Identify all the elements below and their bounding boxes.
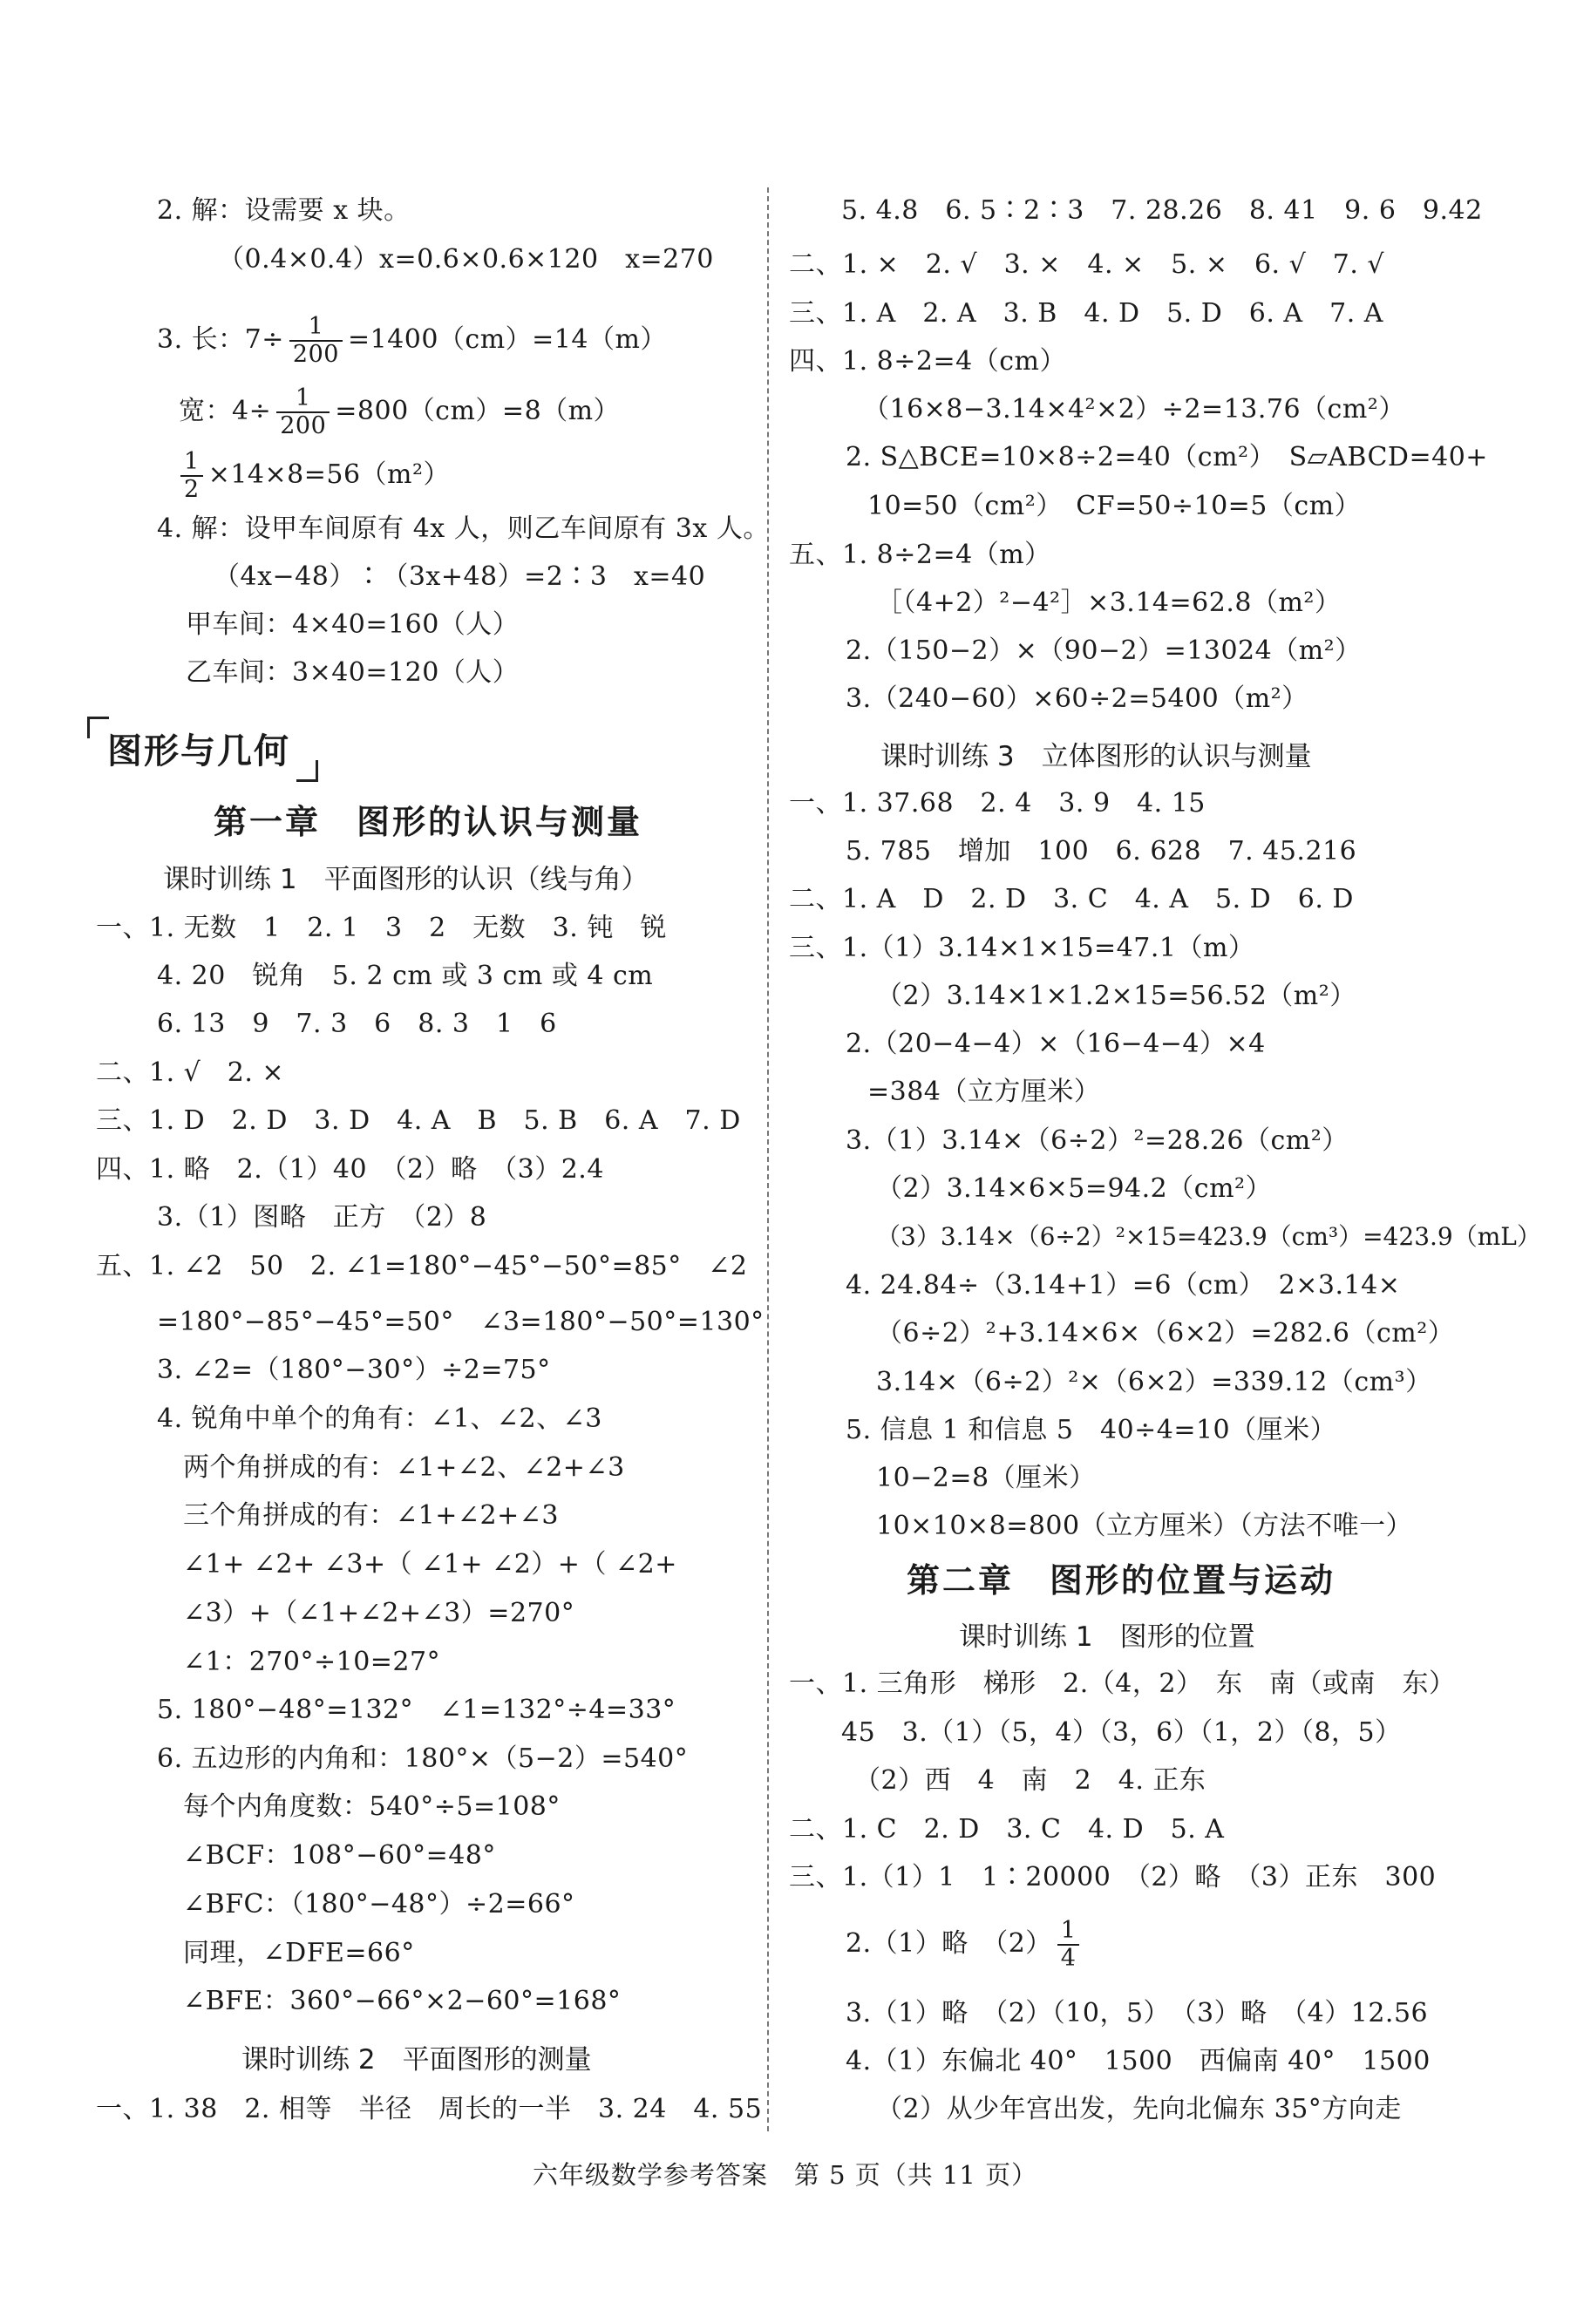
answer-line: 2. S△BCE=10×8÷2=40（cm²） S▱ABCD=40+ bbox=[846, 442, 1488, 472]
answer-line: 10=50（cm²） CF=50÷10=5（cm） bbox=[867, 491, 1362, 521]
answer-line: 3. 长：7÷ $\frac{1}{200}$ =1400（cm）=14（m） bbox=[157, 313, 667, 368]
answer-line: ∠BCF：108°−60°=48° bbox=[183, 1840, 496, 1871]
answer-line: 3.14×（6÷2）²×（6×2）=339.12（cm³） bbox=[876, 1367, 1432, 1397]
fraction: $\frac{1}{4}$ bbox=[1057, 1918, 1080, 1972]
answer-line: 五、1. ∠2 50 2. ∠1=180°−45°−50°=85° ∠2 bbox=[96, 1251, 748, 1281]
answer-line: 3. ∠2=（180°−30°）÷2=75° bbox=[157, 1355, 551, 1385]
answer-line: 4. 24.84÷（3.14+1）=6（cm） 2×3.14× bbox=[846, 1270, 1401, 1301]
answer-line: 一、1. 38 2. 相等 半径 周长的一半 3. 24 4. 55 bbox=[96, 2094, 763, 2124]
answer-line: 2. 解：设需要 x 块。 bbox=[157, 195, 411, 226]
page-footer: 六年级数学参考答案 第 5 页（共 11 页） bbox=[532, 2160, 1038, 2190]
answer-line: 四、1. 8÷2=4（cm） bbox=[789, 346, 1066, 377]
answer-line: ∠3）+（∠1+∠2+∠3）=270° bbox=[183, 1598, 575, 1628]
answer-line: 二、1. C 2. D 3. C 4. D 5. A bbox=[789, 1814, 1225, 1845]
answer-line: 2.（1）略 （2） $\frac{1}{4}$ bbox=[846, 1913, 1084, 1974]
answer-line: 6. 13 9 7. 3 6 8. 3 1 6 bbox=[157, 1009, 557, 1039]
answer-line: 每个内角度数：540°÷5=108° bbox=[183, 1791, 561, 1822]
answer-line: 三、1. A 2. A 3. B 4. D 5. D 6. A 7. A bbox=[789, 298, 1383, 329]
answer-line: （2）3.14×6×5=94.2（cm²） bbox=[876, 1173, 1273, 1204]
answer-line: 4. 锐角中单个的角有：∠1、∠2、∠3 bbox=[157, 1403, 602, 1434]
section-title: 图形与几何 bbox=[107, 731, 290, 771]
answer-line: ［（4+2）²−4²］×3.14=62.8（m²） bbox=[876, 588, 1342, 618]
answer-line: 5. 4.8 6. 5∶2∶3 7. 28.26 8. 41 9. 6 9.42 bbox=[841, 195, 1483, 226]
answer-line: 宽：4÷ $\frac{1}{200}$ =800（cm）=8（m） bbox=[179, 384, 621, 439]
column-divider bbox=[767, 187, 769, 2131]
answer-line: （3）3.14×（6÷2）²×15=423.9（cm³）=423.9（mL） bbox=[876, 1222, 1541, 1251]
answer-line: 二、1. √ 2. × bbox=[96, 1057, 285, 1088]
answer-line: 二、1. × 2. √ 3. × 4. × 5. × 6. √ 7. √ bbox=[789, 249, 1385, 280]
answer-line: 10×10×8=800（立方厘米）（方法不唯一） bbox=[876, 1511, 1413, 1541]
answer-line: 3.（240−60）×60÷2=5400（m²） bbox=[846, 683, 1308, 714]
section-bracket-top bbox=[87, 717, 109, 738]
answer-line: =180°−85°−45°=50° ∠3=180°−50°=130° bbox=[157, 1307, 765, 1337]
answer-line: （2）西 4 南 2 4. 正东 bbox=[854, 1765, 1206, 1796]
answer-line: 三、1.（1）1 1∶20000 （2）略 （3）正东 300 bbox=[789, 1862, 1437, 1892]
answer-line: 45 3.（1）（5，4）（3，6）（1，2）（8，5） bbox=[841, 1717, 1402, 1748]
fraction: $\frac{1}{200}$ bbox=[289, 314, 343, 368]
answer-line: 二、1. A D 2. D 3. C 4. A 5. D 6. D bbox=[789, 884, 1354, 914]
answer-line: 两个角拼成的有：∠1+∠2、∠2+∠3 bbox=[183, 1452, 625, 1483]
answer-line: 2.（20−4−4）×（16−4−4）×4 bbox=[846, 1029, 1266, 1059]
lesson-title: 课时训练 1 图形的位置 bbox=[959, 1621, 1255, 1653]
lesson-title: 课时训练 2 平面图形的测量 bbox=[241, 2044, 592, 2076]
answer-line: （2）3.14×1×1.2×15=56.52（m²） bbox=[876, 981, 1356, 1011]
lesson-title: 课时训练 3 立体图形的认识与测量 bbox=[880, 741, 1312, 772]
answer-line: 5. 785 增加 100 6. 628 7. 45.216 bbox=[846, 836, 1357, 866]
answer-line: （16×8−3.14×4²×2）÷2=13.76（cm²） bbox=[863, 394, 1405, 425]
answer-line: =384（立方厘米） bbox=[867, 1077, 1101, 1107]
answer-line: 三、1. D 2. D 3. D 4. A B 5. B 6. A 7. D bbox=[96, 1105, 741, 1136]
answer-line: 同理，∠DFE=66° bbox=[183, 1938, 415, 1968]
answer-line: 4. 20 锐角 5. 2 cm 或 3 cm 或 4 cm bbox=[157, 961, 654, 991]
answer-line: （0.4×0.4）x=0.6×0.6×120 x=270 bbox=[218, 244, 714, 275]
answer-line: 三个角拼成的有：∠1+∠2+∠3 bbox=[183, 1500, 559, 1531]
answer-line: 4.（1）东偏北 40° 1500 西偏南 40° 1500 bbox=[846, 2046, 1431, 2076]
answer-line: ∠BFC：（180°−48°）÷2=66° bbox=[183, 1889, 575, 1920]
answer-line: 四、1. 略 2.（1）40 （2）略 （3）2.4 bbox=[96, 1154, 604, 1185]
answer-line: 3.（1）图略 正方 （2）8 bbox=[157, 1202, 487, 1233]
answer-line: （2）从少年宫出发，先向北偏东 35°方向走 bbox=[876, 2094, 1402, 2124]
answer-line: 5. 信息 1 和信息 5 40÷4=10（厘米） bbox=[846, 1415, 1337, 1445]
answer-line: ∠1：270°÷10=27° bbox=[183, 1647, 441, 1677]
answer-line: 一、1. 37.68 2. 4 3. 9 4. 15 bbox=[789, 788, 1206, 819]
answer-line: 一、1. 三角形 梯形 2.（4，2） 东 南（或南 东） bbox=[789, 1668, 1456, 1699]
answer-line: （6÷2）²+3.14×6×（6×2）=282.6（cm²） bbox=[876, 1318, 1455, 1349]
answer-line: 6. 五边形的内角和：180°×（5−2）=540° bbox=[157, 1743, 689, 1774]
answer-line: 3.（1）3.14×（6÷2）²=28.26（cm²） bbox=[846, 1125, 1349, 1156]
answer-line: 4. 解：设甲车间原有 4x 人，则乙车间原有 3x 人。 bbox=[157, 513, 770, 544]
answer-line: ∠BFE：360°−66°×2−60°=168° bbox=[183, 1986, 622, 2016]
section-bracket-bottom bbox=[296, 760, 318, 782]
answer-line: 甲车间：4×40=160（人） bbox=[186, 609, 520, 640]
answer-line: 5. 180°−48°=132° ∠1=132°÷4=33° bbox=[157, 1695, 676, 1725]
answer-line: 五、1. 8÷2=4（m） bbox=[789, 540, 1051, 570]
answer-line: 10−2=8（厘米） bbox=[876, 1463, 1096, 1493]
lesson-title: 课时训练 1 平面图形的认识（线与角） bbox=[163, 864, 649, 895]
answer-line: 乙车间：3×40=120（人） bbox=[186, 657, 520, 688]
answer-line: 2.（150−2）×（90−2）=13024（m²） bbox=[846, 635, 1362, 666]
fraction: $\frac{1}{2}$ bbox=[180, 449, 203, 503]
answer-line: ∠1+ ∠2+ ∠3+（ ∠1+ ∠2）+（ ∠2+ bbox=[183, 1549, 677, 1580]
answer-line: 3.（1）略 （2）（10，5） （3）略 （4）12.56 bbox=[846, 1998, 1429, 2028]
answer-line: 一、1. 无数 1 2. 1 3 2 无数 3. 钝 锐 bbox=[96, 913, 667, 943]
answer-line: $\frac{1}{2}$ ×14×8=56（m²） bbox=[180, 445, 450, 506]
answer-line: 三、1.（1）3.14×1×15=47.1（m） bbox=[789, 933, 1255, 963]
chapter-title: 第二章 图形的位置与运动 bbox=[907, 1560, 1336, 1600]
fraction: $\frac{1}{200}$ bbox=[276, 385, 330, 439]
chapter-title: 第一章 图形的认识与测量 bbox=[214, 802, 643, 841]
answer-line: （4x−48）∶（3x+48）=2∶3 x=40 bbox=[214, 561, 706, 592]
